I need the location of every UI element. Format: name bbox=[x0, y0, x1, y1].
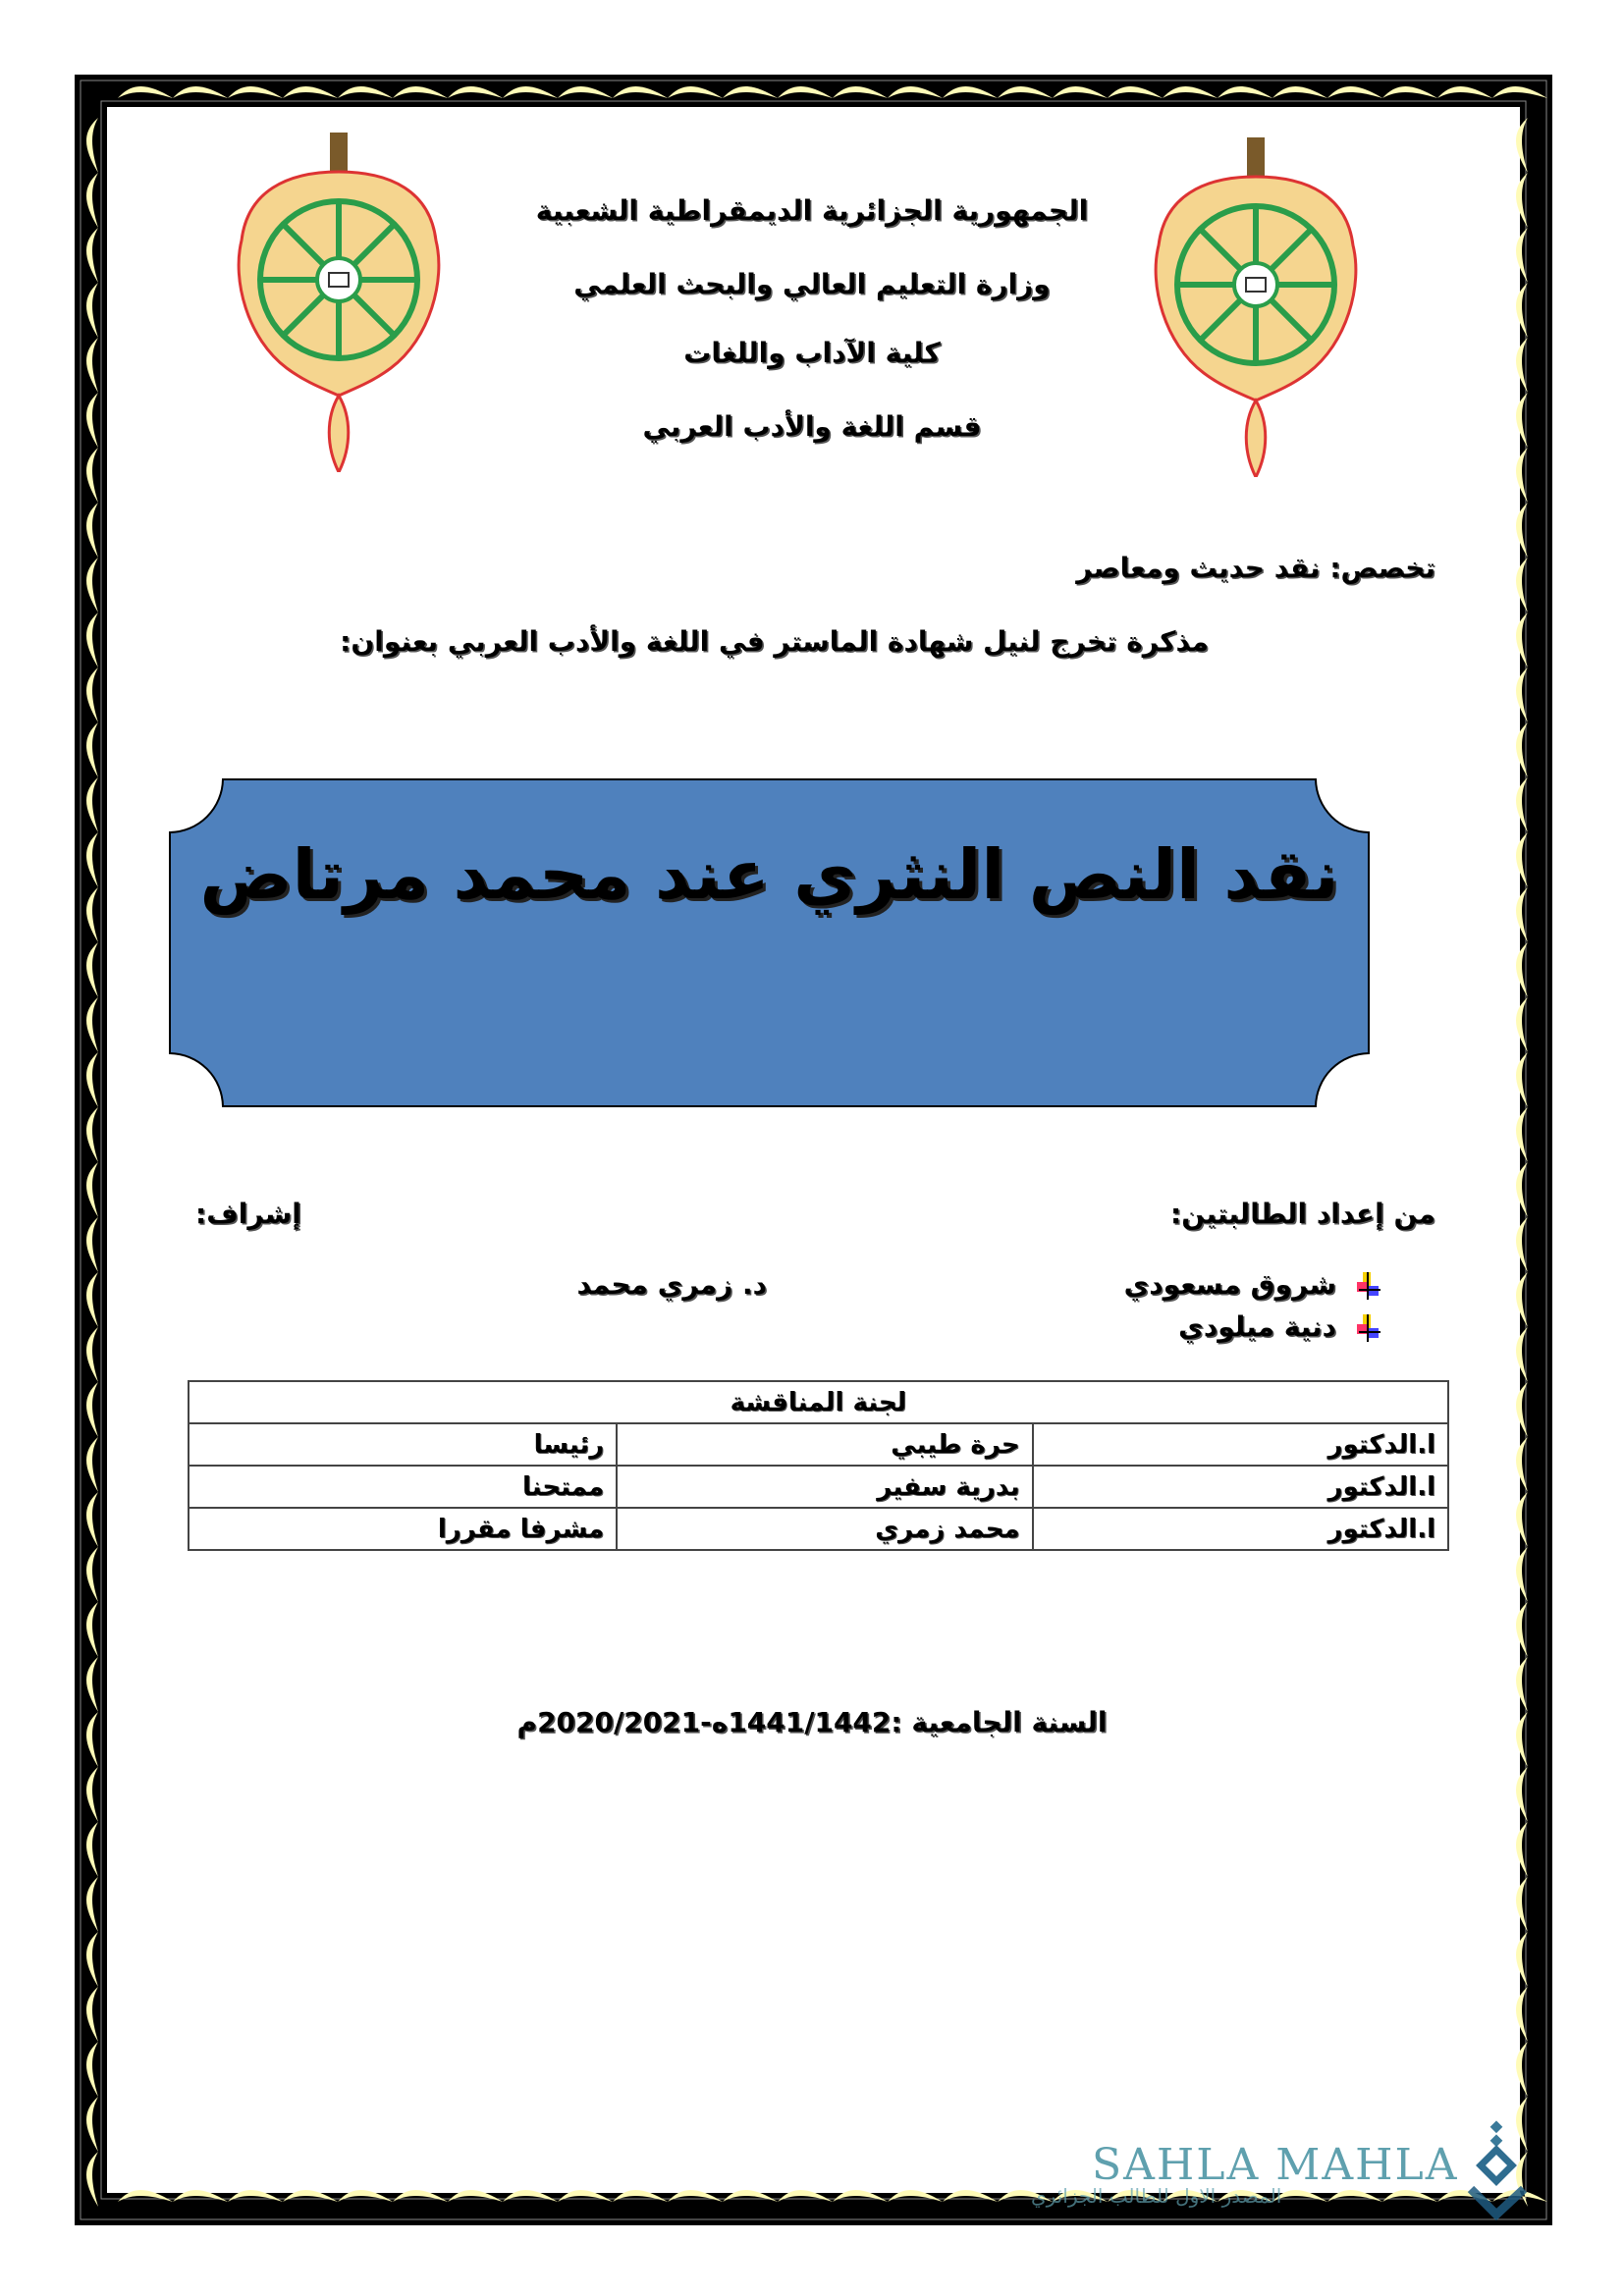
member-rank: ا.الدكتور bbox=[1033, 1508, 1448, 1550]
student-name: شروق مسعودي bbox=[1123, 1268, 1336, 1301]
member-role: رئيسا bbox=[189, 1423, 617, 1466]
table-row bbox=[189, 1466, 1448, 1508]
table-row bbox=[189, 1423, 1448, 1466]
prepared-by-label: من إعداد الطالبتين: bbox=[1170, 1198, 1435, 1230]
member-name: حرة طيبي bbox=[617, 1423, 1032, 1466]
academic-year: السنة الجامعية :1441/1442ه-2020/2021م bbox=[516, 1706, 1108, 1738]
member-role: مشرفا مقررا bbox=[189, 1508, 617, 1550]
specialty: تخصص: نقد حديث ومعاصر bbox=[1076, 552, 1435, 584]
ministry-name: وزارة التعليم العالي والبحث العلمي bbox=[573, 268, 1051, 300]
member-rank: ا.الدكتور bbox=[1033, 1423, 1448, 1466]
supervisor-name: د. زمري محمد bbox=[576, 1268, 767, 1301]
committee-title: لجنة المناقشة bbox=[189, 1381, 1448, 1423]
thesis-label: مذكرة تخرج لنيل شهادة الماستر في اللغة والأدب العربي بعنوان: bbox=[340, 625, 1209, 658]
committee-table bbox=[188, 1380, 1449, 1551]
faculty-name: كلية الآداب واللغات bbox=[683, 337, 941, 369]
member-name: بدرية سفير bbox=[617, 1466, 1032, 1508]
bullet-icon bbox=[1357, 1314, 1382, 1342]
title-box bbox=[169, 778, 1370, 1107]
supervision-label: إشراف: bbox=[195, 1198, 301, 1230]
member-role: ممتحنا bbox=[189, 1466, 617, 1508]
country-name: الجمهورية الجزائرية الديمقراطية الشعبية bbox=[535, 194, 1089, 227]
watermark-logo-icon bbox=[1463, 2120, 1532, 2223]
member-name: محمد زمري bbox=[617, 1508, 1032, 1550]
department-name: قسم اللغة والأدب العربي bbox=[642, 410, 982, 443]
bullet-icon bbox=[1357, 1272, 1382, 1300]
watermark-tagline: المصدر الاول للطالب الجزائري bbox=[1031, 2184, 1282, 2208]
student-name: دنية ميلودي bbox=[1178, 1310, 1336, 1343]
table-row bbox=[189, 1508, 1448, 1550]
watermark-brand: SAHLA MAHLA bbox=[1092, 2140, 1459, 2190]
thesis-title: نقد النص النثري عند محمد مرتاض bbox=[199, 834, 1339, 915]
member-rank: ا.الدكتور bbox=[1033, 1466, 1448, 1508]
